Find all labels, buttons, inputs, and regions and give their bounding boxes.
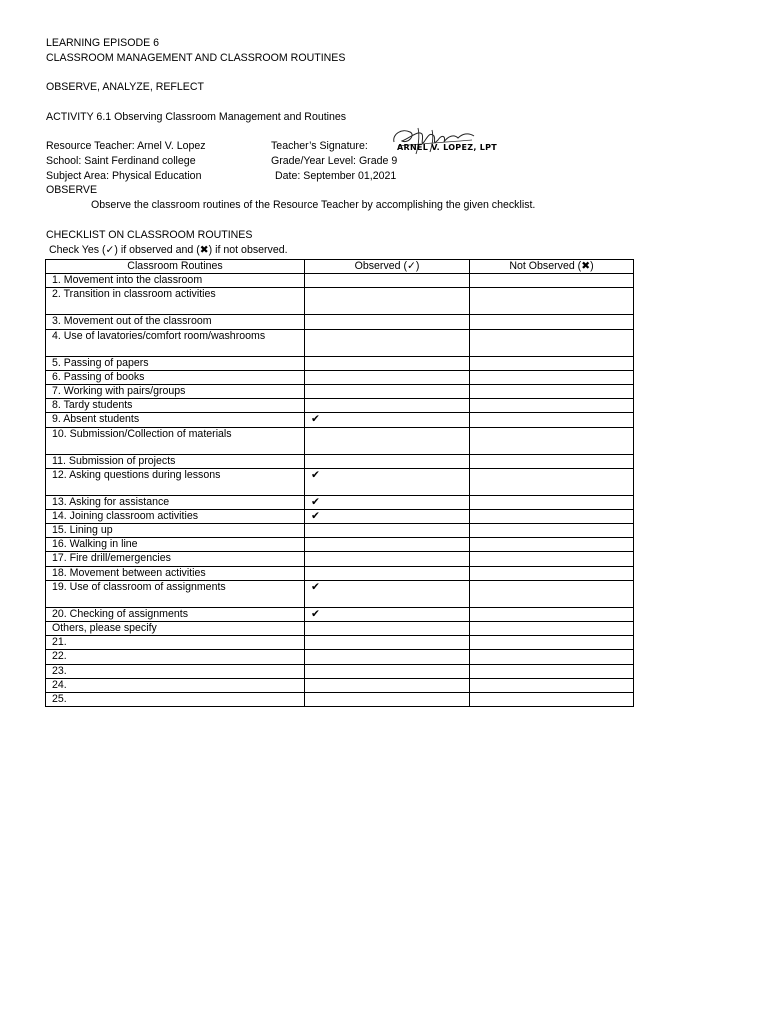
- section-heading: OBSERVE, ANALYZE, REFLECT: [46, 81, 204, 93]
- table-header-row: [46, 260, 634, 274]
- signature-printed-name: ARNEL V. LOPEZ, LPT: [397, 143, 498, 152]
- observed-cell[interactable]: [305, 274, 470, 288]
- table-row: [46, 427, 634, 454]
- not-observed-cell[interactable]: [470, 622, 634, 636]
- observed-cell[interactable]: [305, 650, 470, 664]
- table-row: [46, 678, 634, 692]
- not-observed-cell[interactable]: [470, 692, 634, 706]
- observed-cell[interactable]: [305, 622, 470, 636]
- table-row: [46, 524, 634, 538]
- not-observed-cell[interactable]: [470, 454, 634, 468]
- checklist-instruction: Check Yes (✓) if observed and (✖) if not observed.: [49, 244, 288, 256]
- not-observed-cell[interactable]: [470, 427, 634, 454]
- observed-cell[interactable]: ✔: [305, 413, 470, 427]
- not-observed-cell[interactable]: [470, 538, 634, 552]
- observed-cell[interactable]: ✔: [305, 468, 470, 495]
- column-header-observed: Observed (✓): [305, 260, 470, 274]
- observed-cell[interactable]: [305, 288, 470, 315]
- table-row: [46, 622, 634, 636]
- table-row: [46, 607, 634, 621]
- table-row: [46, 468, 634, 495]
- observation-date: Date: September 01,2021: [275, 170, 397, 182]
- not-observed-cell[interactable]: [470, 413, 634, 427]
- episode-subtitle: CLASSROOM MANAGEMENT AND CLASSROOM ROUTINES: [46, 52, 346, 64]
- not-observed-cell[interactable]: [470, 509, 634, 523]
- not-observed-cell[interactable]: [470, 495, 634, 509]
- observed-cell[interactable]: [305, 678, 470, 692]
- not-observed-cell[interactable]: [470, 356, 634, 370]
- observed-cell[interactable]: [305, 399, 470, 413]
- not-observed-cell[interactable]: [470, 524, 634, 538]
- routine-cell: 19. Use of classroom of assignments: [46, 580, 305, 607]
- observed-cell[interactable]: [305, 566, 470, 580]
- grade-level: Grade/Year Level: Grade 9: [271, 155, 398, 167]
- routine-cell: 1. Movement into the classroom: [46, 274, 305, 288]
- table-row: [46, 370, 634, 384]
- table-row: [46, 288, 634, 315]
- table-row: [46, 315, 634, 329]
- table-body: [46, 274, 634, 707]
- observe-heading: OBSERVE: [46, 184, 98, 196]
- routine-cell: 2. Transition in classroom activities: [46, 288, 305, 315]
- routine-cell: 14. Joining classroom activities: [46, 509, 305, 523]
- routine-cell: 9. Absent students: [46, 413, 305, 427]
- school: School: Saint Ferdinand college: [46, 155, 196, 167]
- table-row: [46, 566, 634, 580]
- not-observed-cell[interactable]: [470, 678, 634, 692]
- observed-cell[interactable]: [305, 315, 470, 329]
- table-row: [46, 274, 634, 288]
- table-row: [46, 580, 634, 607]
- table-row: [46, 413, 634, 427]
- not-observed-cell[interactable]: [470, 607, 634, 621]
- routine-cell: 17. Fire drill/emergencies: [46, 552, 305, 566]
- observed-cell[interactable]: [305, 384, 470, 398]
- observed-cell[interactable]: [305, 664, 470, 678]
- observed-cell[interactable]: [305, 329, 470, 356]
- table-row: [46, 664, 634, 678]
- table-row: [46, 454, 634, 468]
- routines-checklist-table: [45, 259, 634, 707]
- table-row: [46, 399, 634, 413]
- table-row: [46, 538, 634, 552]
- not-observed-cell[interactable]: [470, 636, 634, 650]
- routine-cell: 11. Submission of projects: [46, 454, 305, 468]
- routine-cell: 18. Movement between activities: [46, 566, 305, 580]
- routine-cell: 4. Use of lavatories/comfort room/washrooms: [46, 329, 305, 356]
- not-observed-cell[interactable]: [470, 664, 634, 678]
- routine-cell: 16. Walking in line: [46, 538, 305, 552]
- not-observed-cell[interactable]: [470, 315, 634, 329]
- not-observed-cell[interactable]: [470, 329, 634, 356]
- signature-label: Teacher’s Signature:: [271, 140, 368, 152]
- routine-cell: 24.: [46, 678, 305, 692]
- not-observed-cell[interactable]: [470, 566, 634, 580]
- episode-title: LEARNING EPISODE 6: [46, 37, 160, 49]
- routine-cell: 6. Passing of books: [46, 370, 305, 384]
- observed-cell[interactable]: [305, 524, 470, 538]
- routine-cell: 7. Working with pairs/groups: [46, 384, 305, 398]
- not-observed-cell[interactable]: [470, 370, 634, 384]
- observed-cell[interactable]: [305, 370, 470, 384]
- observed-cell[interactable]: [305, 538, 470, 552]
- routine-cell: 13. Asking for assistance: [46, 495, 305, 509]
- observed-cell[interactable]: ✔: [305, 495, 470, 509]
- routine-cell: 12. Asking questions during lessons: [46, 468, 305, 495]
- table-row: [46, 650, 634, 664]
- resource-teacher: Resource Teacher: Arnel V. Lopez: [46, 140, 206, 152]
- observed-cell[interactable]: ✔: [305, 607, 470, 621]
- routine-cell: 21.: [46, 636, 305, 650]
- routine-cell: 23.: [46, 664, 305, 678]
- observed-cell[interactable]: ✔: [305, 509, 470, 523]
- routine-cell: 22.: [46, 650, 305, 664]
- routine-cell: 10. Submission/Collection of materials: [46, 427, 305, 454]
- not-observed-cell[interactable]: [470, 399, 634, 413]
- subject-area: Subject Area: Physical Education: [46, 170, 202, 182]
- table-row: [46, 552, 634, 566]
- observed-cell[interactable]: [305, 427, 470, 454]
- column-header-routines: Classroom Routines: [46, 260, 305, 274]
- table-row: [46, 692, 634, 706]
- observed-cell[interactable]: ✔: [305, 580, 470, 607]
- not-observed-cell[interactable]: [470, 468, 634, 495]
- observe-instruction: Observe the classroom routines of the Resource Teacher by accomplishing the given checklist.: [91, 199, 536, 211]
- routine-cell: 3. Movement out of the classroom: [46, 315, 305, 329]
- table-row: [46, 509, 634, 523]
- not-observed-cell[interactable]: [470, 552, 634, 566]
- checklist-title: CHECKLIST ON CLASSROOM ROUTINES: [46, 229, 253, 241]
- table-row: [46, 495, 634, 509]
- not-observed-cell[interactable]: [470, 274, 634, 288]
- not-observed-cell[interactable]: [470, 580, 634, 607]
- routine-cell: 20. Checking of assignments: [46, 607, 305, 621]
- not-observed-cell[interactable]: [470, 288, 634, 315]
- routine-cell: 15. Lining up: [46, 524, 305, 538]
- observed-cell[interactable]: [305, 552, 470, 566]
- table-row: [46, 329, 634, 356]
- not-observed-cell[interactable]: [470, 650, 634, 664]
- observed-cell[interactable]: [305, 636, 470, 650]
- routine-cell: 25.: [46, 692, 305, 706]
- activity-title: ACTIVITY 6.1 Observing Classroom Management and Routines: [46, 111, 347, 123]
- observed-cell[interactable]: [305, 454, 470, 468]
- routine-cell: 8. Tardy students: [46, 399, 305, 413]
- observed-cell[interactable]: [305, 692, 470, 706]
- routine-cell: Others, please specify: [46, 622, 305, 636]
- routine-cell: 5. Passing of papers: [46, 356, 305, 370]
- column-header-not-observed: Not Observed (✖): [470, 260, 634, 274]
- table-row: [46, 384, 634, 398]
- not-observed-cell[interactable]: [470, 384, 634, 398]
- table-row: [46, 636, 634, 650]
- observed-cell[interactable]: [305, 356, 470, 370]
- table-row: [46, 356, 634, 370]
